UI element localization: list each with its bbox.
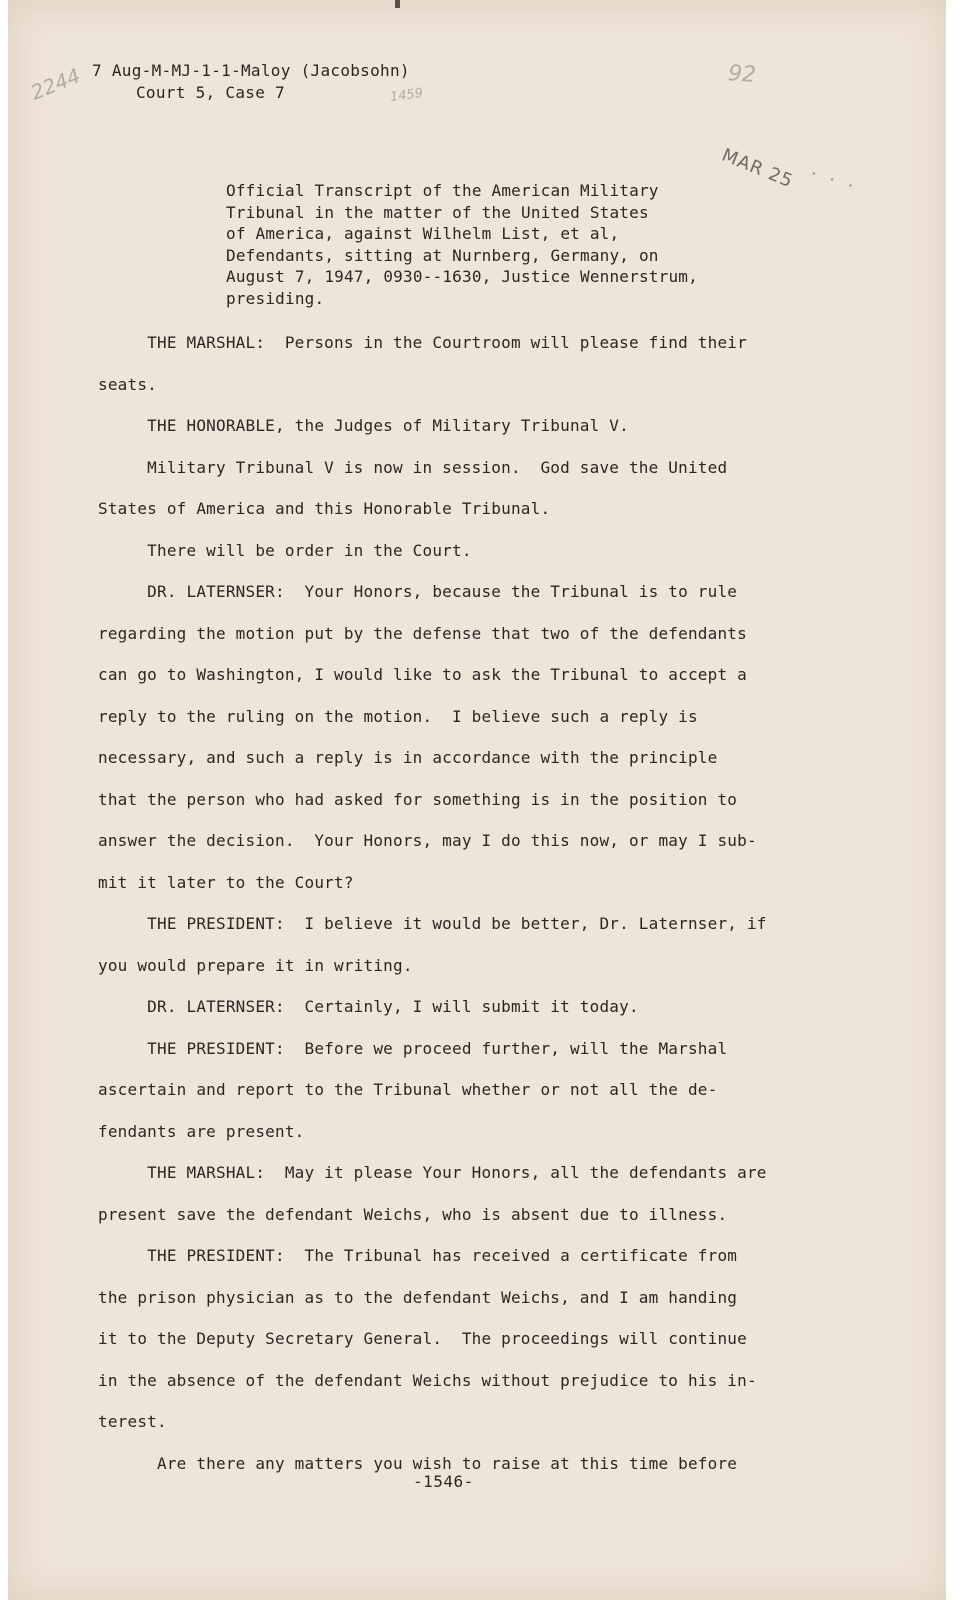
- stamp-mark: · · ·: [806, 163, 858, 196]
- body-line: it to the Deputy Secretary General. The proceedings will continue: [98, 1329, 747, 1348]
- body-line: THE PRESIDENT: The Tribunal has received a certificate from: [98, 1246, 738, 1265]
- body-line: DR. LATERNSER: Certainly, I will submit it today.: [98, 997, 639, 1016]
- pencil-note-right: 92: [727, 61, 757, 88]
- caption-line: August 7, 1947, 0930--1630, Justice Wennerstrum,: [226, 267, 698, 286]
- caption-line: Tribunal in the matter of the United States: [226, 202, 649, 222]
- body-line: necessary, and such a reply is in accordance with the principle: [98, 748, 718, 767]
- body-line: THE MARSHAL: May it please Your Honors, all the defendants are: [98, 1163, 767, 1182]
- body-line: can go to Washington, I would like to ask the Tribunal to accept a: [98, 665, 747, 684]
- body-line: seats.: [98, 374, 157, 394]
- transcript-body: [98, 322, 798, 1484]
- scan-margin: [946, 0, 965, 1600]
- body-line: Are there any matters you wish to raise at this time before: [98, 1453, 738, 1473]
- binding-mark: [395, 0, 400, 8]
- caption-line: Defendants, sitting at Nurnberg, Germany, on: [226, 245, 659, 265]
- date-stamp: MAR 25: [718, 144, 797, 193]
- body-line: mit it later to the Court?: [98, 872, 354, 892]
- body-line: Military Tribunal V is now in session. God save the United: [98, 457, 728, 477]
- body-line: regarding the motion put by the defense that two of the defendants: [98, 623, 747, 643]
- body-line: present save the defendant Weichs, who is absent due to illness.: [98, 1204, 728, 1224]
- body-line: THE MARSHAL: Persons in the Courtroom will please find their: [98, 333, 747, 352]
- document-header: [92, 60, 410, 104]
- body-line: DR. LATERNSER: Your Honors, because the Tribunal is to rule: [98, 582, 738, 601]
- pencil-note-left: 2244: [27, 63, 84, 105]
- body-line: There will be order in the Court.: [98, 540, 472, 560]
- caption-line: of America, against Wilhelm List, et al,: [226, 224, 620, 243]
- body-line: in the absence of the defendant Weichs without prejudice to his in-: [98, 1370, 757, 1390]
- body-line: answer the decision. Your Honors, may I do this now, or may I sub-: [98, 831, 757, 850]
- header-line-1: 7 Aug-M-MJ-1-1-Maloy (Jacobsohn): [92, 61, 410, 80]
- body-line: ascertain and report to the Tribunal whether or not all the de-: [98, 1080, 718, 1099]
- body-line: States of America and this Honorable Tribunal.: [98, 499, 551, 518]
- body-line: fendants are present.: [98, 1121, 305, 1141]
- body-line: reply to the ruling on the motion. I believe such a reply is: [98, 706, 698, 726]
- body-line: that the person who had asked for something is in the position to: [98, 789, 738, 809]
- body-line: you would prepare it in writing.: [98, 955, 413, 975]
- body-line: THE PRESIDENT: Before we proceed further, will the Marshal: [98, 1038, 728, 1058]
- body-line: terest.: [98, 1412, 167, 1431]
- caption-line: Official Transcript of the American Military: [226, 181, 659, 200]
- body-line: the prison physician as to the defendant Weichs, and I am handing: [98, 1287, 738, 1307]
- pencil-note-middle: 1459: [389, 85, 424, 106]
- page-number: -1546-: [413, 1472, 474, 1491]
- transcript-caption: [226, 180, 698, 309]
- caption-line: presiding.: [226, 288, 325, 308]
- body-line: THE PRESIDENT: I believe it would be better, Dr. Laternser, if: [98, 914, 767, 933]
- body-line: THE HONORABLE, the Judges of Military Tribunal V.: [98, 416, 629, 435]
- header-line-2: Court 5, Case 7: [136, 83, 285, 102]
